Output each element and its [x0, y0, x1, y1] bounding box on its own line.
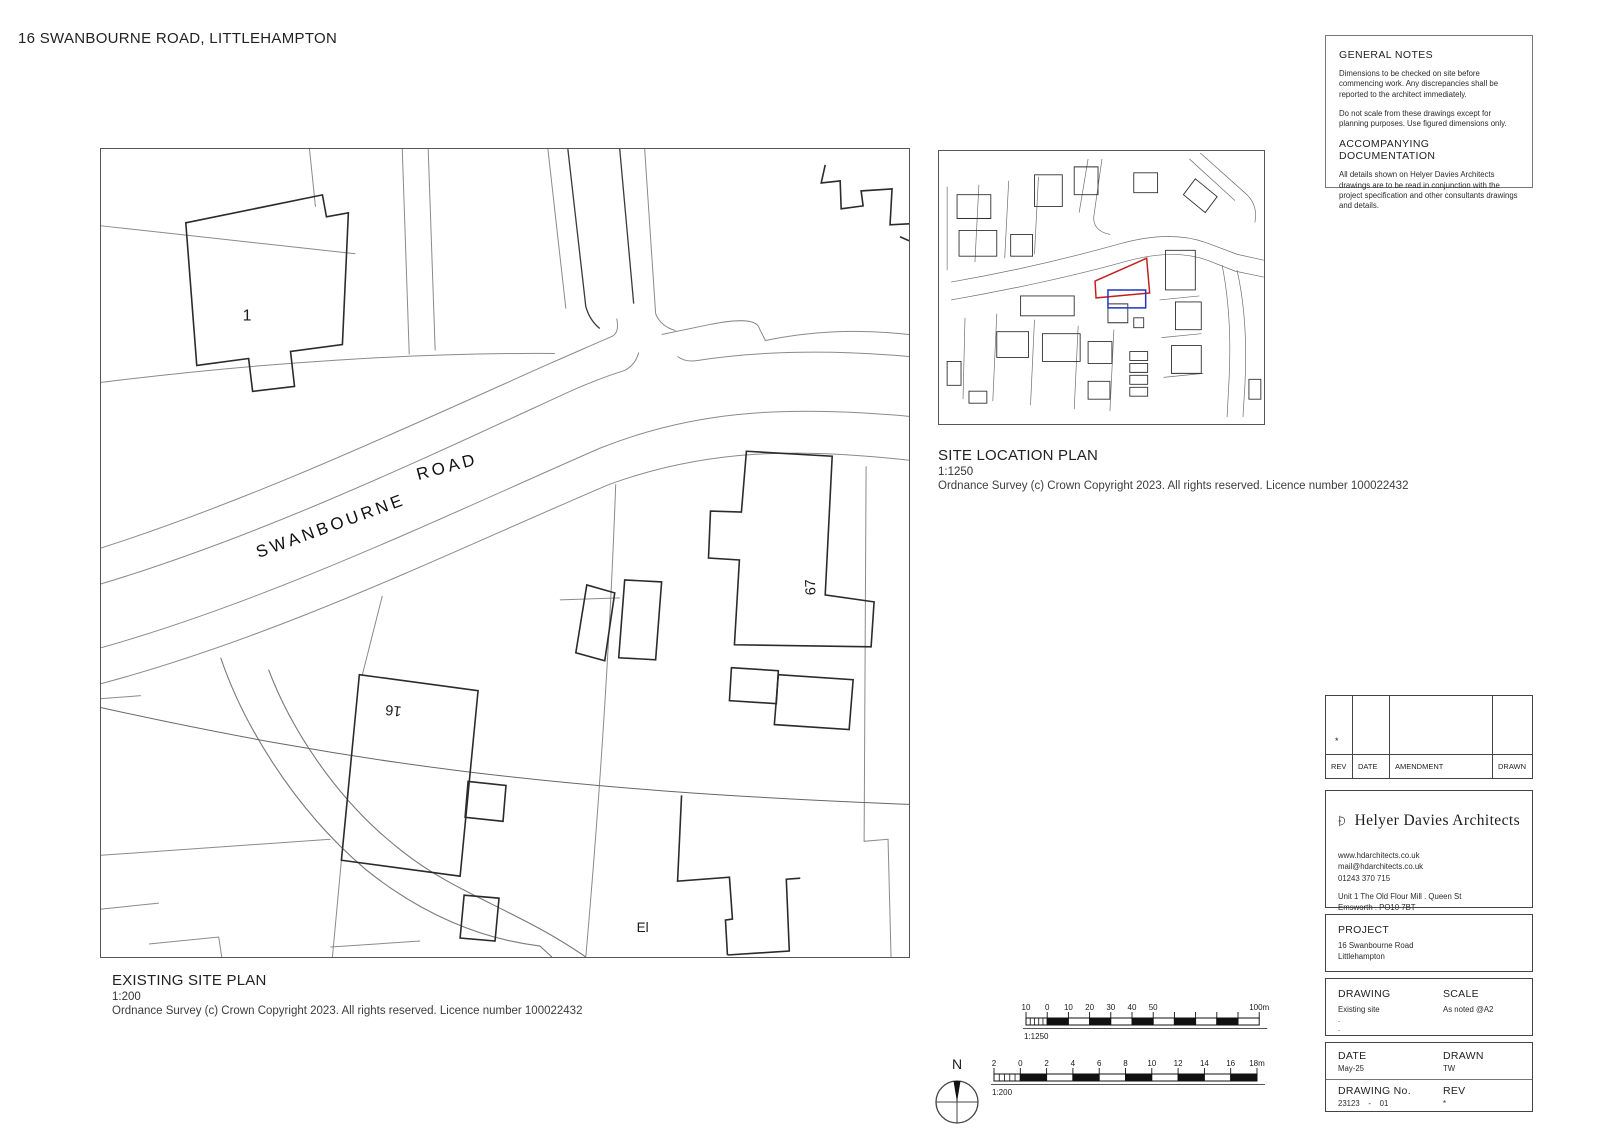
project-panel	[1325, 914, 1533, 972]
svg-text:12: 12	[1173, 1059, 1183, 1068]
svg-text:1:1250: 1:1250	[1024, 1032, 1049, 1041]
drawing-number-label: DRAWING No.	[1338, 1085, 1411, 1097]
project-label: PROJECT	[1338, 924, 1390, 936]
svg-text:0: 0	[1018, 1059, 1023, 1068]
accompanying-doc-title: ACCOMPANYING DOCUMENTATION	[1339, 138, 1436, 163]
label-building-16: 16	[384, 701, 403, 719]
architect-phone: 01243 370 715	[1338, 873, 1391, 883]
existing-site-plan-drawing	[100, 148, 910, 958]
meta-divider	[1326, 1079, 1532, 1080]
revision-star: *	[1335, 736, 1339, 746]
general-notes-title: GENERAL NOTES	[1339, 49, 1434, 61]
drawing-name: Existing site	[1338, 1005, 1380, 1014]
revision-header-drawn: DRAWN	[1493, 754, 1532, 778]
date-label: DATE	[1338, 1050, 1367, 1062]
north-arrow	[928, 1056, 986, 1131]
drawing-dot-1: .	[1338, 1015, 1341, 1024]
svg-text:16: 16	[1226, 1059, 1236, 1068]
label-road-name-1: SWANBOURNE	[253, 490, 409, 562]
general-notes-panel	[1325, 35, 1533, 211]
architect-address-2: Emsworth . PO10 7BT	[1338, 903, 1416, 913]
architect-name: Helyer Davies Architects	[1354, 812, 1520, 829]
rev-value: *	[1443, 1099, 1447, 1108]
svg-text:2: 2	[991, 1059, 997, 1068]
application-outline-blue	[1108, 290, 1146, 308]
revision-table	[1325, 695, 1533, 779]
svg-text:14: 14	[1199, 1059, 1209, 1068]
meta-panel	[1325, 1042, 1533, 1112]
revision-row-drawn-cell	[1493, 696, 1532, 754]
drawn-label: DRAWN	[1443, 1050, 1484, 1062]
drawing-panel	[1325, 978, 1533, 1036]
date-value: May-25	[1338, 1064, 1364, 1073]
architect-website: www.hdarchitects.co.uk	[1338, 851, 1420, 860]
general-notes-para-1: Dimensions to be checked on site before commencing work. Any discrepancies shall be reported to the architect immediately.	[1339, 69, 1499, 99]
revision-header-date: DATE	[1353, 754, 1390, 778]
svg-text:30: 30	[1106, 1003, 1116, 1012]
svg-text:10: 10	[1021, 1003, 1031, 1012]
svg-text:4: 4	[1070, 1059, 1076, 1068]
location-plan-scale: 1:1250	[938, 466, 974, 478]
svg-text:10: 10	[1063, 1003, 1073, 1012]
north-label: N	[951, 1056, 963, 1072]
architect-logo-icon	[1338, 801, 1346, 841]
revision-header-rev: REV	[1326, 754, 1353, 778]
location-plan-title: SITE LOCATION PLAN	[938, 447, 1099, 464]
svg-text:18m: 18m	[1249, 1059, 1265, 1068]
scalebar-200	[984, 1058, 1287, 1103]
svg-text:20: 20	[1085, 1003, 1095, 1012]
drawn-value: TW	[1443, 1064, 1456, 1073]
drawing-number-value: 23123 - 01	[1338, 1099, 1389, 1108]
svg-text:10: 10	[1147, 1059, 1157, 1068]
label-building-67: 67	[802, 578, 820, 596]
existing-plan-title: EXISTING SITE PLAN	[112, 972, 267, 989]
existing-plan-scale: 1:200	[112, 991, 141, 1003]
architect-email: mail@hdarchitects.co.uk	[1338, 862, 1424, 872]
revision-row-amendment-cell	[1390, 696, 1493, 754]
svg-text:8: 8	[1123, 1059, 1128, 1068]
svg-text:0: 0	[1044, 1003, 1050, 1012]
project-line-1: 16 Swanbourne Road	[1338, 941, 1414, 950]
scalebar-1250	[1016, 1002, 1289, 1047]
revision-row-date-cell	[1353, 696, 1390, 754]
rev-label: REV	[1443, 1085, 1466, 1097]
accompanying-doc-para: All details shown on Helyer Davies Architects drawings are to be read in conjunction with the project specification and other consultants drawings and details.	[1339, 170, 1518, 211]
scale-value: As noted @A2	[1443, 1005, 1494, 1014]
svg-text:100m: 100m	[1249, 1003, 1270, 1012]
architect-panel	[1325, 790, 1533, 913]
label-building-1: 1	[242, 307, 252, 325]
svg-text:1:200: 1:200	[992, 1088, 1013, 1097]
project-line-2: Littlehampton	[1338, 952, 1385, 961]
sheet-title: 16 SWANBOURNE ROAD, LITTLEHAMPTON	[18, 30, 338, 47]
architect-address-1: Unit 1 The Old Flour Mill . Queen St	[1338, 891, 1462, 901]
existing-plan-copyright: Ordnance Survey (c) Crown Copyright 2023. All rights reserved. Licence number 100022432	[112, 1005, 583, 1017]
svg-text:40: 40	[1127, 1003, 1137, 1012]
drawing-dot-2: .	[1338, 1024, 1341, 1033]
label-road-name-2: ROAD	[414, 449, 481, 485]
svg-text:50: 50	[1148, 1003, 1158, 1012]
general-notes-para-2: Do not scale from these drawings except for planning purposes. Use figured dimensions only.	[1339, 108, 1507, 129]
site-boundary-red	[1095, 258, 1150, 298]
existing-site-plan-map	[101, 149, 909, 957]
revision-header-amendment: AMENDMENT	[1390, 754, 1493, 778]
svg-text:2: 2	[1044, 1059, 1049, 1068]
drawing-label: DRAWING	[1338, 988, 1391, 1000]
svg-text:6: 6	[1096, 1059, 1102, 1068]
scale-label: SCALE	[1443, 988, 1479, 1000]
location-plan-copyright: Ordnance Survey (c) Crown Copyright 2023. All rights reserved. Licence number 100022432	[938, 480, 1409, 492]
revision-row-rev-cell	[1326, 696, 1353, 754]
site-location-map	[939, 151, 1264, 424]
label-substation: El	[636, 920, 649, 936]
site-location-plan-drawing	[938, 150, 1265, 425]
